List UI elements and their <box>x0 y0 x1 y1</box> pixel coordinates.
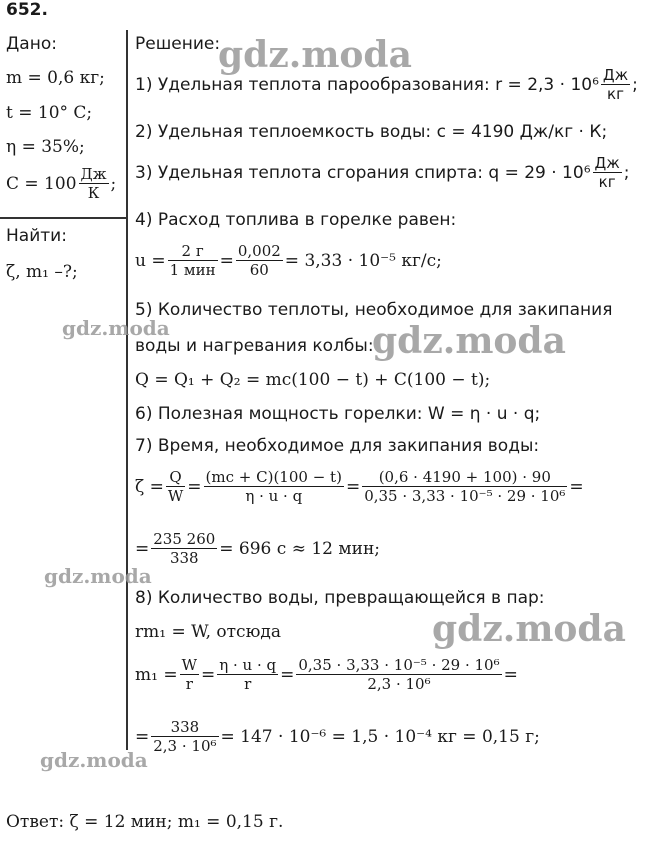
step-8-eq-1: = <box>201 664 216 685</box>
step-4-eq: = <box>219 250 234 271</box>
step-8-frac-3-den: 2,3 · 10⁶ <box>367 675 431 693</box>
given-c-den: К <box>87 184 100 202</box>
given-label: Дано: <box>6 34 57 54</box>
step-8-eq-4: = <box>135 726 150 747</box>
step-4-frac-1-den: 1 мин <box>169 261 216 279</box>
step-7-eq-3: = <box>569 476 584 497</box>
step-5-formula: Q = Q₁ + Q₂ = mc(100 − t) + C(100 − t); <box>135 370 491 390</box>
given-efficiency: η = 35%; <box>6 137 85 157</box>
watermark-logo: gdz.moda <box>44 564 152 588</box>
step-7-eq-1: = <box>187 476 202 497</box>
step-8-frac-3 <box>296 656 501 693</box>
given-temperature: t = 10° C; <box>6 103 93 123</box>
step-7-result-text: = 696 с ≈ 12 мин; <box>219 538 381 559</box>
watermark-logo: gdz.moda <box>218 34 412 76</box>
step-7-eq-2: = <box>345 476 361 497</box>
step-8-frac-2-den: r <box>244 675 252 693</box>
step-8-frac-4-num: 338 <box>151 718 218 737</box>
step-1-num: Дж <box>602 66 629 84</box>
step-8-formula <box>135 656 518 693</box>
step-7-frac-1-den: W <box>167 487 184 505</box>
solution-label: Решение: <box>135 34 221 54</box>
step-7-eq-4: = <box>135 538 150 559</box>
step-7-frac-1-num: Q <box>166 468 185 487</box>
step-7-frac-4-num: 235 260 <box>153 530 216 548</box>
step-3-fraction <box>593 154 622 191</box>
step-4-frac-2 <box>236 242 283 279</box>
given-c-prefix: C = 100 <box>6 173 77 194</box>
step-4-u: u = <box>135 250 166 271</box>
step-7-frac-2 <box>204 468 344 505</box>
step-8: 8) Количество воды, превращающейся в пар: <box>135 588 545 608</box>
step-7-frac-2-den: η · u · q <box>245 487 303 505</box>
answer: Ответ: ζ = 12 мин; m₁ = 0,15 г. <box>6 812 284 832</box>
step-7-frac-4 <box>151 530 217 567</box>
step-8-result-text: = 147 · 10⁻⁶ = 1,5 · 10⁻⁴ кг = 0,15 г; <box>220 726 540 747</box>
step-8-eq-3: = <box>503 664 518 685</box>
step-8-eq-2: = <box>280 664 295 685</box>
step-7-frac-3-num: (0,6 · 4190 + 100) · 90 <box>362 468 567 487</box>
watermark-logo: gdz.moda <box>432 608 626 650</box>
step-3 <box>135 154 629 191</box>
step-6: 6) Полезная мощность горелки: W = η · u · q; <box>135 404 541 424</box>
step-7-frac-3 <box>362 468 567 505</box>
watermark-logo: gdz.moda <box>40 748 148 772</box>
step-5-line-b: воды и нагревания колбы: <box>135 336 374 356</box>
step-2: 2) Удельная теплоемкость воды: c = 4190 Дж/кг · К; <box>135 122 608 142</box>
vertical-divider <box>126 30 128 750</box>
step-8-frac-4 <box>151 718 218 755</box>
step-4-result: = 3,33 · 10⁻⁵ кг/с; <box>284 250 442 271</box>
step-7-frac-4-den: 338 <box>169 549 199 567</box>
step-8-m1: m₁ = <box>135 664 178 685</box>
given-c-num: Дж <box>80 165 107 183</box>
watermark-logo: gdz.moda <box>372 320 566 362</box>
step-3-end: ; <box>623 162 630 183</box>
step-8-frac-1-den: r <box>185 675 193 693</box>
given-heat-capacity <box>6 165 116 202</box>
step-4-frac-2-num: 0,002 <box>237 242 281 260</box>
find-value: ζ, m₁ –?; <box>6 262 78 282</box>
step-4-frac-1 <box>168 242 218 279</box>
step-8-frac-1 <box>180 656 199 693</box>
step-8-frac-4-den: 2,3 · 10⁶ <box>153 737 217 755</box>
step-4: 4) Расход топлива в горелке равен: <box>135 210 457 230</box>
step-8-frac-1-num: W <box>181 656 198 674</box>
find-label: Найти: <box>6 226 67 246</box>
step-8-frac-3-num: 0,35 · 3,33 · 10⁻⁵ · 29 · 10⁶ <box>298 656 500 674</box>
given-mass: m = 0,6 кг; <box>6 68 105 88</box>
step-4-frac-1-num: 2 г <box>168 242 218 261</box>
step-7-zeta: ζ = <box>135 476 164 497</box>
step-7-frac-3-den: 0,35 · 3,33 · 10⁻⁵ · 29 · 10⁶ <box>364 487 566 505</box>
step-1-fraction <box>601 66 630 103</box>
step-8-result <box>135 718 540 755</box>
step-1-end: ; <box>632 74 638 95</box>
step-4-formula <box>135 242 442 279</box>
step-3-num: Дж <box>594 154 620 172</box>
step-7-result <box>135 530 380 567</box>
watermark-logo: gdz.moda <box>62 316 170 340</box>
step-8-line: rm₁ = W, отсюда <box>135 622 281 642</box>
step-8-frac-2 <box>217 656 278 693</box>
horizontal-divider <box>0 217 126 219</box>
given-c-suffix: ; <box>110 173 117 194</box>
step-3-den: кг <box>598 173 616 191</box>
step-7-formula <box>135 468 584 505</box>
step-7-frac-1 <box>166 468 185 505</box>
step-1-text: 1) Удельная теплота парообразования: r = 2,3 · 10⁶ <box>135 74 599 95</box>
step-7-frac-2-num: (mc + C)(100 − t) <box>205 468 342 486</box>
step-7: 7) Время, необходимое для закипания воды: <box>135 436 540 456</box>
step-3-text: 3) Удельная теплота сгорания спирта: q = 29 · 10⁶ <box>135 162 591 183</box>
step-8-frac-2-num: η · u · q <box>219 656 277 674</box>
given-c-fraction <box>79 165 109 202</box>
step-1-den: кг <box>607 85 624 103</box>
step-5-line-a: 5) Количество теплоты, необходимое для закипания <box>135 300 613 320</box>
step-4-frac-2-den: 60 <box>249 261 269 279</box>
problem-number: 652. <box>6 0 48 20</box>
